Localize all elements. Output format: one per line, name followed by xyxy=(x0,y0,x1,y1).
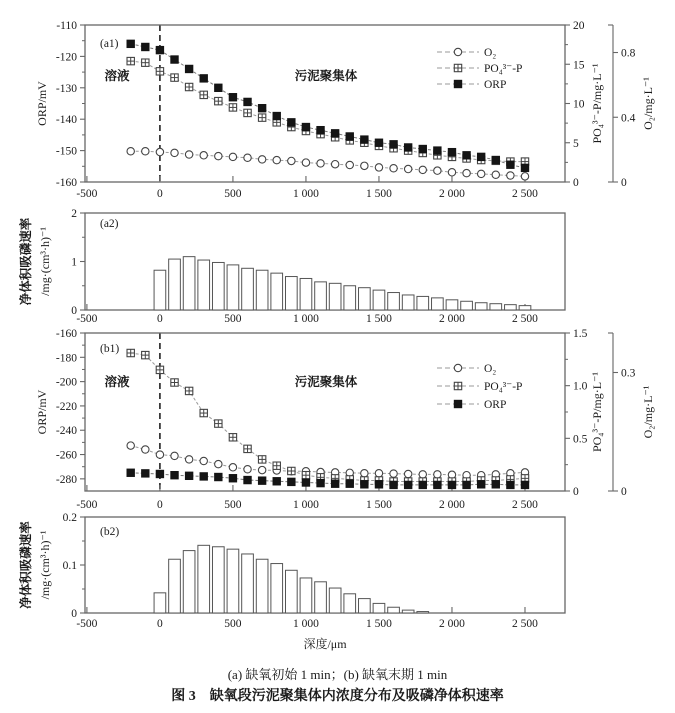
svg-text:2: 2 xyxy=(71,208,77,220)
panel-a1 xyxy=(35,20,655,200)
svg-text:-160: -160 xyxy=(55,328,77,340)
svg-text:1 500: 1 500 xyxy=(366,618,392,630)
svg-text:-500: -500 xyxy=(76,313,98,325)
svg-text:0.4: 0.4 xyxy=(621,112,636,125)
svg-text:/mg·(cm³·h)⁻¹: /mg·(cm³·h)⁻¹ xyxy=(38,227,52,296)
svg-text:2 500: 2 500 xyxy=(512,313,538,325)
svg-text:0.1: 0.1 xyxy=(62,560,77,572)
svg-text:-220: -220 xyxy=(55,400,77,413)
svg-text:500: 500 xyxy=(224,188,242,200)
svg-text:-130: -130 xyxy=(55,82,77,95)
svg-text:PO₄³⁻-P/mg·L⁻¹: PO₄³⁻-P/mg·L⁻¹ xyxy=(590,371,604,453)
svg-text:0: 0 xyxy=(71,305,77,317)
svg-text:0: 0 xyxy=(157,618,163,630)
svg-text:1 000: 1 000 xyxy=(293,618,319,630)
svg-text:0: 0 xyxy=(621,177,627,189)
svg-text:0: 0 xyxy=(157,188,163,200)
svg-text:-120: -120 xyxy=(55,51,77,64)
svg-text:ORP: ORP xyxy=(484,79,507,91)
svg-text:-140: -140 xyxy=(55,114,77,127)
svg-text:PO₄³⁻-P/mg·L⁻¹: PO₄³⁻-P/mg·L⁻¹ xyxy=(590,63,604,144)
svg-text:-500: -500 xyxy=(76,618,98,630)
svg-text:-280: -280 xyxy=(55,473,77,486)
svg-text:-200: -200 xyxy=(55,376,77,389)
svg-text:-160: -160 xyxy=(55,177,77,189)
svg-text:O₂/mg·L⁻¹: O₂/mg·L⁻¹ xyxy=(641,385,655,439)
panel-b1 xyxy=(35,328,655,511)
svg-text:深度/μm: 深度/μm xyxy=(303,637,347,651)
svg-text:0: 0 xyxy=(573,486,579,498)
svg-text:15: 15 xyxy=(573,59,585,72)
panel-b2 xyxy=(18,512,565,651)
svg-text:ORP/mV: ORP/mV xyxy=(35,389,49,435)
svg-text:20: 20 xyxy=(573,20,585,32)
svg-text:-180: -180 xyxy=(55,352,77,365)
svg-text:2 500: 2 500 xyxy=(512,188,538,200)
svg-text:1 000: 1 000 xyxy=(293,499,319,511)
svg-text:净体积吸磷速率: 净体积吸磷速率 xyxy=(19,217,33,306)
subcaption: (a) 缺氧初始 1 min；(b) 缺氧末期 1 min xyxy=(227,667,448,682)
svg-text:1 000: 1 000 xyxy=(293,313,319,325)
svg-text:1 500: 1 500 xyxy=(366,188,392,200)
svg-text:5: 5 xyxy=(573,137,579,150)
svg-text:污泥聚集体: 污泥聚集体 xyxy=(294,375,358,389)
svg-text:0.3: 0.3 xyxy=(621,367,636,380)
svg-text:(b2): (b2) xyxy=(100,526,120,538)
svg-text:-260: -260 xyxy=(55,449,77,462)
svg-text:2 000: 2 000 xyxy=(439,188,465,200)
svg-text:O₂/mg·L⁻¹: O₂/mg·L⁻¹ xyxy=(641,77,655,130)
svg-text:0: 0 xyxy=(157,313,163,325)
svg-text:2 000: 2 000 xyxy=(439,499,465,511)
svg-text:O₂: O₂ xyxy=(484,363,497,375)
svg-text:0.8: 0.8 xyxy=(621,47,636,60)
svg-text:2 500: 2 500 xyxy=(512,618,538,630)
svg-text:/mg·(cm³·h)⁻¹: /mg·(cm³·h)⁻¹ xyxy=(38,530,52,600)
panel-a2 xyxy=(18,208,565,325)
svg-text:10: 10 xyxy=(573,98,585,111)
svg-text:1: 1 xyxy=(71,256,77,269)
svg-text:净体积吸磷速率: 净体积吸磷速率 xyxy=(19,521,33,609)
svg-text:(b1): (b1) xyxy=(100,343,120,355)
svg-text:-150: -150 xyxy=(55,145,77,158)
svg-text:(a2): (a2) xyxy=(100,218,119,230)
svg-text:500: 500 xyxy=(224,618,242,630)
svg-text:1 500: 1 500 xyxy=(366,499,392,511)
svg-text:1 000: 1 000 xyxy=(293,188,319,200)
svg-text:2 000: 2 000 xyxy=(439,618,465,630)
svg-text:500: 500 xyxy=(224,499,242,511)
svg-text:1.5: 1.5 xyxy=(573,328,588,340)
svg-text:0: 0 xyxy=(157,499,163,511)
svg-text:0.2: 0.2 xyxy=(62,512,77,524)
svg-text:0: 0 xyxy=(621,486,627,498)
svg-text:2 000: 2 000 xyxy=(439,313,465,325)
svg-text:O₂: O₂ xyxy=(484,47,497,59)
svg-text:0: 0 xyxy=(71,608,77,620)
svg-text:PO₄³⁻-P: PO₄³⁻-P xyxy=(484,63,523,75)
svg-text:2 500: 2 500 xyxy=(512,499,538,511)
svg-text:PO₄³⁻-P: PO₄³⁻-P xyxy=(484,381,523,393)
svg-text:溶液: 溶液 xyxy=(104,69,130,83)
svg-text:ORP/mV: ORP/mV xyxy=(35,81,49,126)
figure-title: 图 3 缺氧段污泥聚集体内浓度分布及吸磷净体积速率 xyxy=(171,689,504,704)
svg-text:溶液: 溶液 xyxy=(104,375,130,389)
svg-text:500: 500 xyxy=(224,313,242,325)
svg-text:0: 0 xyxy=(573,177,579,189)
svg-text:-240: -240 xyxy=(55,425,77,438)
svg-text:1 500: 1 500 xyxy=(366,313,392,325)
svg-text:污泥聚集体: 污泥聚集体 xyxy=(294,69,358,83)
svg-text:ORP: ORP xyxy=(484,399,507,411)
svg-text:(a1): (a1) xyxy=(100,38,119,50)
svg-text:1.0: 1.0 xyxy=(573,380,588,393)
svg-text:-500: -500 xyxy=(76,188,98,200)
svg-text:0.5: 0.5 xyxy=(573,433,588,446)
svg-text:-500: -500 xyxy=(76,499,98,511)
svg-text:-110: -110 xyxy=(56,20,77,32)
